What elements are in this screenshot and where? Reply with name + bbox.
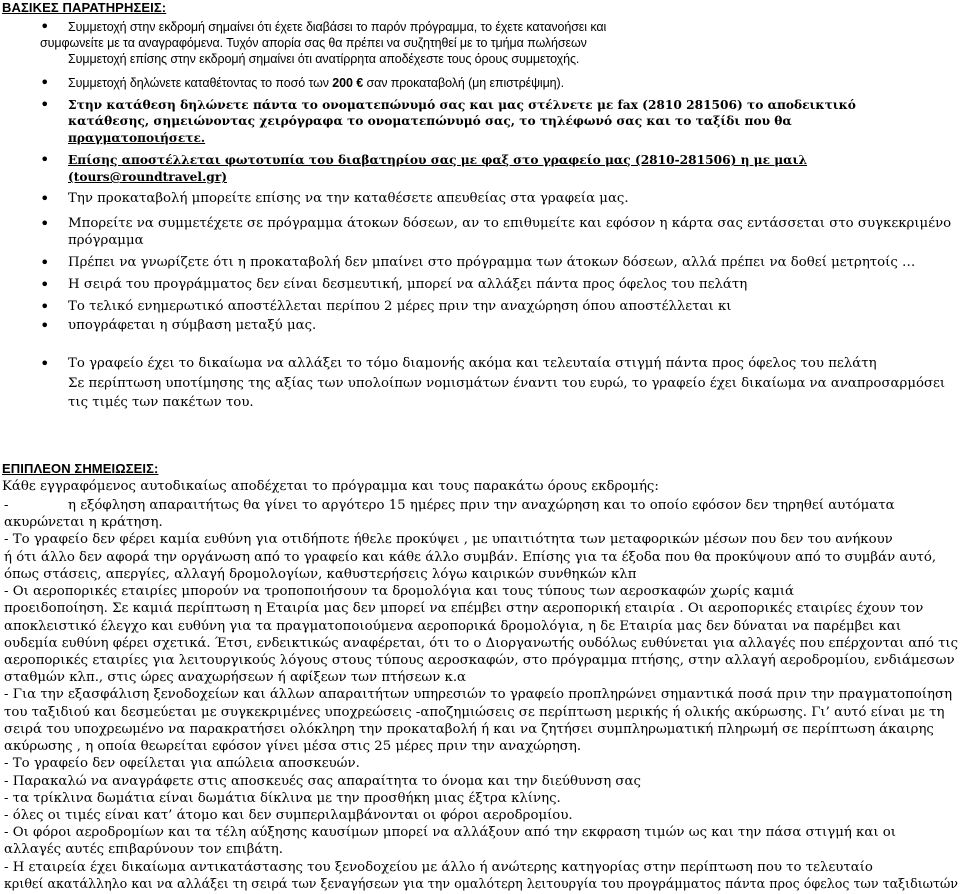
extra-p6-line5: αλλαγές αυτές επιβαρύνουν τον επιβάτη.	[4, 842, 283, 857]
deposit-amount: 200 €	[332, 76, 364, 90]
extra-p4-line4: ακύρωσης , η οποία θεωρείται εφόσον γίνει μέσα στις 25 μέρες πριν την αναχώρηση.	[4, 739, 582, 754]
extra-heading: ΕΠΙΠΛΕΟΝ ΣΗΜΕΙΩΣΕΙΣ:	[2, 461, 159, 476]
extra-p2-line2: ή ότι άλλο δεν αφορά την οργάνωση από το γραφείο και κάθε άλλο συμβάν. Επίσης για τα έξοδα που θα προκύψουν από το συμβάν αυτό,	[4, 550, 937, 565]
basic-item1-line3: Συμμετοχή επίσης στην εκδρομή σημαίνει ότι ανατίρρητα αποδέχεστε τους όρους συμμετοχής.	[68, 52, 580, 66]
basic-item5: Την προκαταβολή μπορείτε επίσης να την καταθέσετε απευθείας στα γραφεία μας.	[68, 191, 629, 206]
basic-item1-line2: συμφωνείτε με τα αναγραφόμενα. Τυχόν απορία σας θα πρέπει να συζητηθεί με το τμήμα πωλήσεων	[40, 36, 587, 50]
bullet-1: •	[40, 17, 50, 36]
basic-item3-line2: κατάθεσης, σημειώνοντας χειρόγραφα το ονοματεπώνυμό σας, το τηλέφωνό σας και το ταξίδι που θα	[68, 114, 792, 128]
extra-p5: - Το γραφείο δεν οφείλεται για απώλεια αποσκευών.	[4, 756, 360, 771]
extra-p1-dash: -	[4, 498, 9, 513]
basic-item1-line1: Συμμετοχή στην εκδρομή σημαίνει ότι έχετε διαβάσει το παρόν πρόγραμμα, το έχετε κατανοήσει και	[68, 20, 607, 34]
bullet-2: •	[40, 73, 50, 92]
extra-p6-line2: - τα τρίκλινα δωμάτια είναι δωμάτια δίκλινα με την προσθήκη μιας έξτρα κλίνης.	[4, 791, 561, 806]
extra-p4-line3: σειρά του υποχρεωμένο να παρακρατήσει ολόκληρη την προκαταβολή ή και να ζητήσει συμπληρωματική πληρωμή σε περίπτωση άκαιρης	[4, 722, 934, 737]
extra-p3-line6: σταθμών κλπ., στις ώρες αναχωρήσεων ή αφίξεων των πτήσεων κ.α	[4, 670, 467, 685]
bullet-11: •	[40, 354, 50, 373]
bullet-8: •	[40, 275, 50, 294]
basic-item6-line1: Μπορείτε να συμμετέχετε σε πρόγραμμα άτοκων δόσεων, αν το επιθυμείτε και εφόσον η κάρτα σας εντάσσεται στο συγκεκριμένο	[68, 216, 952, 231]
basic-item4-line1: Επίσης αποστέλλεται φωτοτυπία του διαβατηρίου σας με φαξ στο γραφείο μας (2810-281506) η με μαιλ	[68, 153, 807, 167]
basic-item8: Η σειρά του προγράμματος δεν είναι δεσμευτική, μπορεί να αλλάξει πάντα προς όφελος του πελάτη	[68, 277, 748, 292]
extra-p3-line4: ουδεμία ευθύνη φέρει σχετικά. Έτσι, ενδεικτικώς αναφέρεται, ότι το ο Διοργανωτής ουδόλως ευθύνεται για αλλαγές που επέρχονται από τις	[4, 636, 958, 651]
basic-heading: ΒΑΣΙΚΕΣ ΠΑΡΑΤΗΡΗΣΕΙΣ:	[2, 0, 167, 15]
extra-p6-line1: - Παρακαλώ να αναγράφετε στις αποσκευές σας απαραίτητα το όνομα και την διεύθυνση σας	[4, 774, 641, 789]
bullet-3: •	[40, 95, 50, 114]
extra-p4-line2: του ταξιδιού και δεσμεύεται με συγκεκριμένες υποχρεώσεις -αποζημιώσεις σε περίπτωση μερικής ή ολικής ακύρωσης. Γι’ αυτό είναι με τη	[4, 705, 945, 720]
basic-item11-line2: Σε περίπτωση υποτίμησης της αξίας των υπολοίπων νομισμάτων έναντι του ευρώ, το γραφείο έχει δικαίωμα να αναπροσαρμόσει	[68, 376, 946, 391]
basic-item3-line1: Στην κατάθεση δηλώνετε πάντα το ονοματεπώνυμό σας και μας στέλνετε με fax (2810 281506) το αποδεικτικό	[68, 98, 856, 112]
basic-item2: Συμμετοχή δηλώνετε καταθέτοντας το ποσό των 200 € σαν προκαταβολή (μη επιστρέψιμη).	[68, 76, 564, 90]
extra-p4-line1: - Για την εξασφάλιση ξενοδοχείων και άλλων απαραιτήτων υπηρεσιών το γραφείο προπληρώνει σημαντικά ποσά πριν την πραγματοποίηση	[4, 687, 953, 702]
basic-item3-line3: πραγματοποιήσετε.	[68, 131, 206, 145]
extra-p7-line2: κριθεί ακατάλληλο και να αλλάξει τη σειρά των ξεναγήσεων για την ομαλότερη λειτουργία του προγράμματος πάντα προς όφελος των ταξιδιωτών	[4, 877, 958, 892]
extra-p3-line3: αποκλειστικό έλεγχο και ευθύνη για τα πραγματοποιούμενα αεροπορικά δρομολόγια, η δε Εταιρία μας δεν δύναται να παρέμβει και	[4, 619, 902, 634]
email-link[interactable]: (tours@roundtravel.gr)	[68, 170, 228, 184]
extra-p6-line3: - όλες οι τιμές είναι κατ’ άτομο και δεν συμπεριλαμβάνονται οι φόροι αεροδρομίου.	[4, 808, 573, 823]
basic-item11-line3: τις τιμές των πακέτων του.	[68, 395, 254, 410]
extra-p1-line1: η εξόφληση απαραιτήτως θα γίνει το αργότερο 15 ημέρες πριν την αναχώρηση και το οποίο εφόσον δεν τηρηθεί αυτόματα	[68, 498, 895, 513]
extra-p7-line1: - Η εταιρεία έχει δικαίωμα αντικατάστασης του ξενοδοχείου με άλλο ή ανώτερης κατηγορίας στην περίπτωση που το τελευταίο	[4, 860, 873, 875]
basic-item6-line2: πρόγραμμα	[68, 233, 144, 248]
bullet-5: •	[40, 189, 50, 208]
bullet-10: •	[40, 316, 50, 335]
extra-intro: Κάθε εγγραφόμενος αυτοδικαίως αποδέχεται το πρόγραμμα και τους παρακάτω όρους εκδρομής:	[2, 479, 659, 494]
bullet-4: •	[40, 150, 50, 169]
extra-p2-line1: - Το γραφείο δεν φέρει καμία ευθύνη για οτιδήποτε ήθελε προκύψει , με υπαιτιότητα των μεταφορικών μέσων που δεν του ανήκουν	[4, 532, 893, 547]
extra-p6-line4: - Οι φόροι αεροδρομίων και τα τέλη αύξησης καυσίμων μπορεί να αλλάξουν από την εκφραση τιμών ως και την πάσα στιγμή και οι	[4, 825, 896, 840]
extra-p3-line2: προειδοποίηση. Σε καμιά περίπτωση η Εταιρία μας δεν μπορεί να επέμβει στην αεροπορική εταιρία . Οι αεροπορικές εταιρίες έχουν τον	[4, 601, 924, 616]
extra-p2-line3: όπως στάσεις, απεργίες, αλλαγή δρομολογίων, καθυστερήσεις λόγω καιρικών συνθηκών κλπ	[4, 567, 637, 582]
basic-item11-line1: Το γραφείο έχει το δικαίωμα να αλλάξει το τόμο διαμονής ακόμα και τελευταία στιγμή πάντα προς όφελος του πελάτη	[68, 356, 877, 371]
bullet-7: •	[40, 253, 50, 272]
bullet-9: •	[40, 297, 50, 316]
extra-p3-line5: αεροπορικές εταιρίες για λειτουργικούς λόγους στους τύπους αεροσκαφών, στο πρόγραμμα πτήσης, στην αλλαγή αεροδρομίου, ενδιάμεσων	[4, 653, 955, 668]
basic-item7: Πρέπει να γνωρίζετε ότι η προκαταβολή δεν μπαίνει στο πρόγραμμα των άτοκων δόσεων, αλλά πρέπει να δοθεί μετρητοίς …	[68, 255, 916, 270]
basic-item10: υπογράφεται η σύμβαση μεταξύ μας.	[68, 318, 317, 333]
extra-p3-line1: - Οι αεροπορικές εταιρίες μπορούν να τροποποιήσουν τα δρομολόγια και τους τύπους των αεροσκαφών χωρίς καμιά	[4, 584, 795, 599]
bullet-6: •	[40, 214, 50, 233]
basic-item9: Το τελικό ενημερωτικό αποστέλλεται περίπου 2 μέρες πριν την αναχώρηση όπου αποστέλλεται κι	[68, 299, 732, 314]
extra-p1-line2: ακυρώνεται η κράτηση.	[4, 515, 163, 530]
